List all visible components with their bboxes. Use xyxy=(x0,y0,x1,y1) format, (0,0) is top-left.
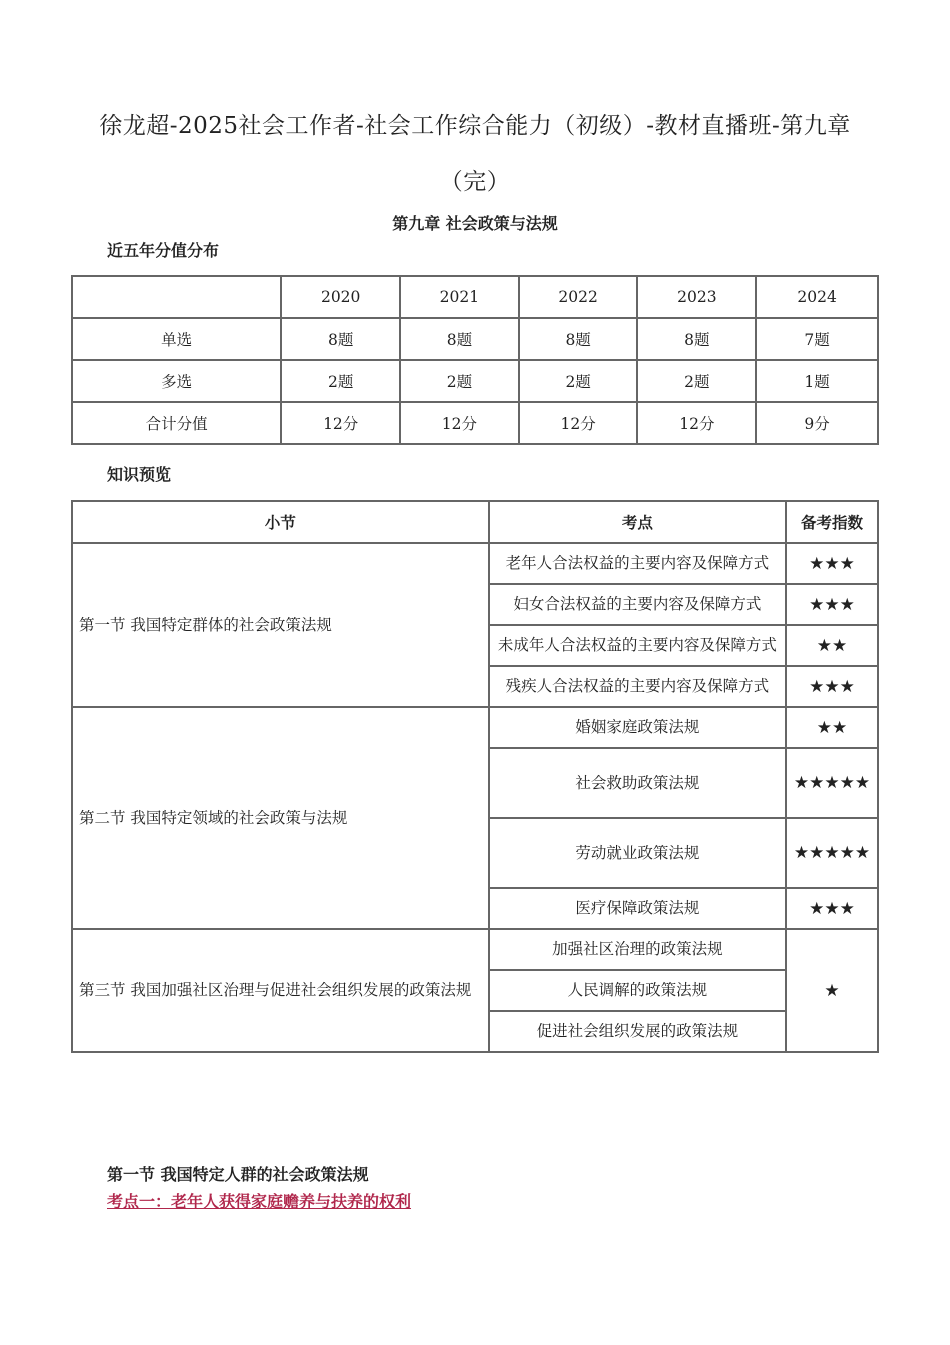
table-row xyxy=(72,543,878,584)
point-cell: 老年人合法权益的主要内容及保障方式 xyxy=(489,543,786,584)
table-cell: 9分 xyxy=(756,402,878,444)
table-cell: 12分 xyxy=(519,402,638,444)
section-cell: 第一节 我国特定群体的社会政策法规 xyxy=(72,543,489,707)
section-cell: 第三节 我国加强社区治理与促进社会组织发展的政策法规 xyxy=(72,929,489,1052)
table-cell: 1题 xyxy=(756,360,878,402)
section-cell: 第二节 我国特定领域的社会政策与法规 xyxy=(72,707,489,929)
table-row xyxy=(72,360,878,402)
star-rating: ★★★ xyxy=(786,584,878,625)
star-rating: ★★★ xyxy=(786,666,878,707)
table-cell: 12分 xyxy=(281,402,400,444)
table-row xyxy=(72,402,878,444)
document-title: 徐龙超-2025社会工作者-社会工作综合能力（初级）-教材直播班-第九章 xyxy=(99,113,851,139)
point-cell: 医疗保障政策法规 xyxy=(489,888,786,929)
point-cell: 加强社区治理的政策法规 xyxy=(489,929,786,970)
point-cell: 社会救助政策法规 xyxy=(489,748,786,818)
section-heading: 第一节 我国特定人群的社会政策法规 xyxy=(107,1165,369,1184)
year-header: 2022 xyxy=(519,276,638,318)
table-cell: 2题 xyxy=(519,360,638,402)
star-rating: ★★★ xyxy=(786,543,878,584)
table-cell: 12分 xyxy=(637,402,756,444)
table-header-row xyxy=(72,501,878,543)
column-header-index: 备考指数 xyxy=(786,501,878,543)
document-title-suffix: （完） xyxy=(439,169,511,195)
knowledge-preview-table xyxy=(71,500,879,1053)
point-cell: 人民调解的政策法规 xyxy=(489,970,786,1011)
point-cell: 婚姻家庭政策法规 xyxy=(489,707,786,748)
column-header-section: 小节 xyxy=(72,501,489,543)
year-header: 2024 xyxy=(756,276,878,318)
table-header-row xyxy=(72,276,878,318)
table-cell: 2题 xyxy=(281,360,400,402)
chapter-heading: 第九章 社会政策与法规 xyxy=(392,214,558,233)
table-row xyxy=(72,707,878,748)
star-rating: ★★ xyxy=(786,707,878,748)
star-rating: ★★★ xyxy=(786,888,878,929)
point-cell: 劳动就业政策法规 xyxy=(489,818,786,888)
year-header: 2021 xyxy=(400,276,519,318)
score-distribution-table xyxy=(71,275,879,445)
star-rating: ★★★★★ xyxy=(786,748,878,818)
table-cell: 7题 xyxy=(756,318,878,360)
table-cell: 8题 xyxy=(281,318,400,360)
table-cell: 8题 xyxy=(519,318,638,360)
star-rating: ★★ xyxy=(786,625,878,666)
table-cell: 8题 xyxy=(400,318,519,360)
table-cell: 2题 xyxy=(400,360,519,402)
table-cell: 2题 xyxy=(637,360,756,402)
year-header: 2020 xyxy=(281,276,400,318)
point-cell: 未成年人合法权益的主要内容及保障方式 xyxy=(489,625,786,666)
row-label: 合计分值 xyxy=(72,402,281,444)
distribution-label: 近五年分值分布 xyxy=(107,241,220,260)
table-row xyxy=(72,929,878,970)
year-header: 2023 xyxy=(637,276,756,318)
preview-label: 知识预览 xyxy=(107,465,172,484)
table-cell: 12分 xyxy=(400,402,519,444)
point-cell: 妇女合法权益的主要内容及保障方式 xyxy=(489,584,786,625)
column-header-point: 考点 xyxy=(489,501,786,543)
row-label: 多选 xyxy=(72,360,281,402)
table-row xyxy=(72,318,878,360)
row-label: 单选 xyxy=(72,318,281,360)
table-cell: 8题 xyxy=(637,318,756,360)
header-empty-cell xyxy=(72,276,281,318)
star-rating: ★★★★★ xyxy=(786,818,878,888)
point-cell: 残疾人合法权益的主要内容及保障方式 xyxy=(489,666,786,707)
point-cell: 促进社会组织发展的政策法规 xyxy=(489,1011,786,1052)
kaodian-heading: 考点一：老年人获得家庭赡养与扶养的权利 xyxy=(107,1192,412,1211)
star-rating: ★ xyxy=(786,929,878,1052)
